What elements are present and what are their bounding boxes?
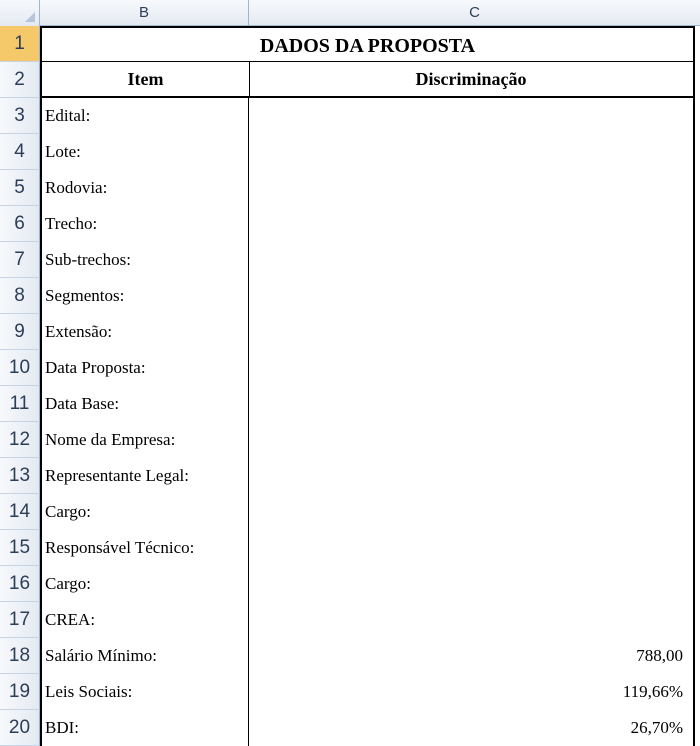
- item-value-cell[interactable]: [249, 458, 695, 494]
- row-header-15[interactable]: 15: [0, 530, 40, 566]
- item-label-cell[interactable]: Trecho:: [40, 206, 249, 242]
- row-header-12[interactable]: 12: [0, 422, 40, 458]
- item-label-cell[interactable]: Lote:: [40, 134, 249, 170]
- item-label-cell[interactable]: Extensão:: [40, 314, 249, 350]
- row-header-17[interactable]: 17: [0, 602, 40, 638]
- header-discriminacao-cell[interactable]: Discriminação: [249, 62, 695, 98]
- row-header-9[interactable]: 9: [0, 314, 40, 350]
- item-label-cell[interactable]: Rodovia:: [40, 170, 249, 206]
- title-cell[interactable]: DADOS DA PROPOSTA: [40, 26, 695, 62]
- item-label-cell[interactable]: Representante Legal:: [40, 458, 249, 494]
- item-value-cell[interactable]: [249, 314, 695, 350]
- item-value-cell[interactable]: [249, 134, 695, 170]
- item-value-cell[interactable]: [249, 566, 695, 602]
- item-label-cell[interactable]: BDI:: [40, 710, 249, 746]
- item-value-cell[interactable]: [249, 278, 695, 314]
- row-header-19[interactable]: 19: [0, 674, 40, 710]
- item-value-cell[interactable]: [249, 170, 695, 206]
- item-label-cell[interactable]: Data Base:: [40, 386, 249, 422]
- row-header-6[interactable]: 6: [0, 206, 40, 242]
- row-header-8[interactable]: 8: [0, 278, 40, 314]
- row-header-13[interactable]: 13: [0, 458, 40, 494]
- row-header-2[interactable]: 2: [0, 62, 40, 98]
- item-label-cell[interactable]: Leis Sociais:: [40, 674, 249, 710]
- row-header-20[interactable]: 20: [0, 710, 40, 746]
- item-value-cell[interactable]: [249, 350, 695, 386]
- item-label-cell[interactable]: Sub-trechos:: [40, 242, 249, 278]
- item-label-cell[interactable]: Data Proposta:: [40, 350, 249, 386]
- row-header-5[interactable]: 5: [0, 170, 40, 206]
- row-header-11[interactable]: 11: [0, 386, 40, 422]
- row-header-14[interactable]: 14: [0, 494, 40, 530]
- select-all-corner[interactable]: [0, 0, 40, 26]
- item-value-cell[interactable]: [249, 98, 695, 134]
- header-item-cell[interactable]: Item: [40, 62, 250, 98]
- item-value-cell[interactable]: [249, 206, 695, 242]
- item-value-cell[interactable]: [249, 242, 695, 278]
- item-label-cell[interactable]: CREA:: [40, 602, 249, 638]
- row-header-4[interactable]: 4: [0, 134, 40, 170]
- select-all-triangle-icon: [25, 12, 35, 22]
- column-header-b[interactable]: B: [40, 0, 249, 26]
- row-header-3[interactable]: 3: [0, 98, 40, 134]
- row-header-10[interactable]: 10: [0, 350, 40, 386]
- item-value-cell[interactable]: [249, 386, 695, 422]
- item-label-cell[interactable]: Salário Mínimo:: [40, 638, 249, 674]
- row-header-1[interactable]: 1: [0, 26, 40, 62]
- item-value-cell[interactable]: [249, 422, 695, 458]
- item-value-cell[interactable]: 788,00: [249, 638, 695, 674]
- item-label-cell[interactable]: Cargo:: [40, 566, 249, 602]
- item-label-cell[interactable]: Cargo:: [40, 494, 249, 530]
- item-value-cell[interactable]: [249, 494, 695, 530]
- item-label-cell[interactable]: Edital:: [40, 98, 249, 134]
- item-value-cell[interactable]: 119,66%: [249, 674, 695, 710]
- item-label-cell[interactable]: Responsável Técnico:: [40, 530, 249, 566]
- row-header-18[interactable]: 18: [0, 638, 40, 674]
- item-value-cell[interactable]: 26,70%: [249, 710, 695, 746]
- item-label-cell[interactable]: Nome da Empresa:: [40, 422, 249, 458]
- item-label-cell[interactable]: Segmentos:: [40, 278, 249, 314]
- row-header-16[interactable]: 16: [0, 566, 40, 602]
- column-header-c[interactable]: C: [469, 4, 480, 21]
- row-header-7[interactable]: 7: [0, 242, 40, 278]
- item-value-cell[interactable]: [249, 602, 695, 638]
- item-value-cell[interactable]: [249, 530, 695, 566]
